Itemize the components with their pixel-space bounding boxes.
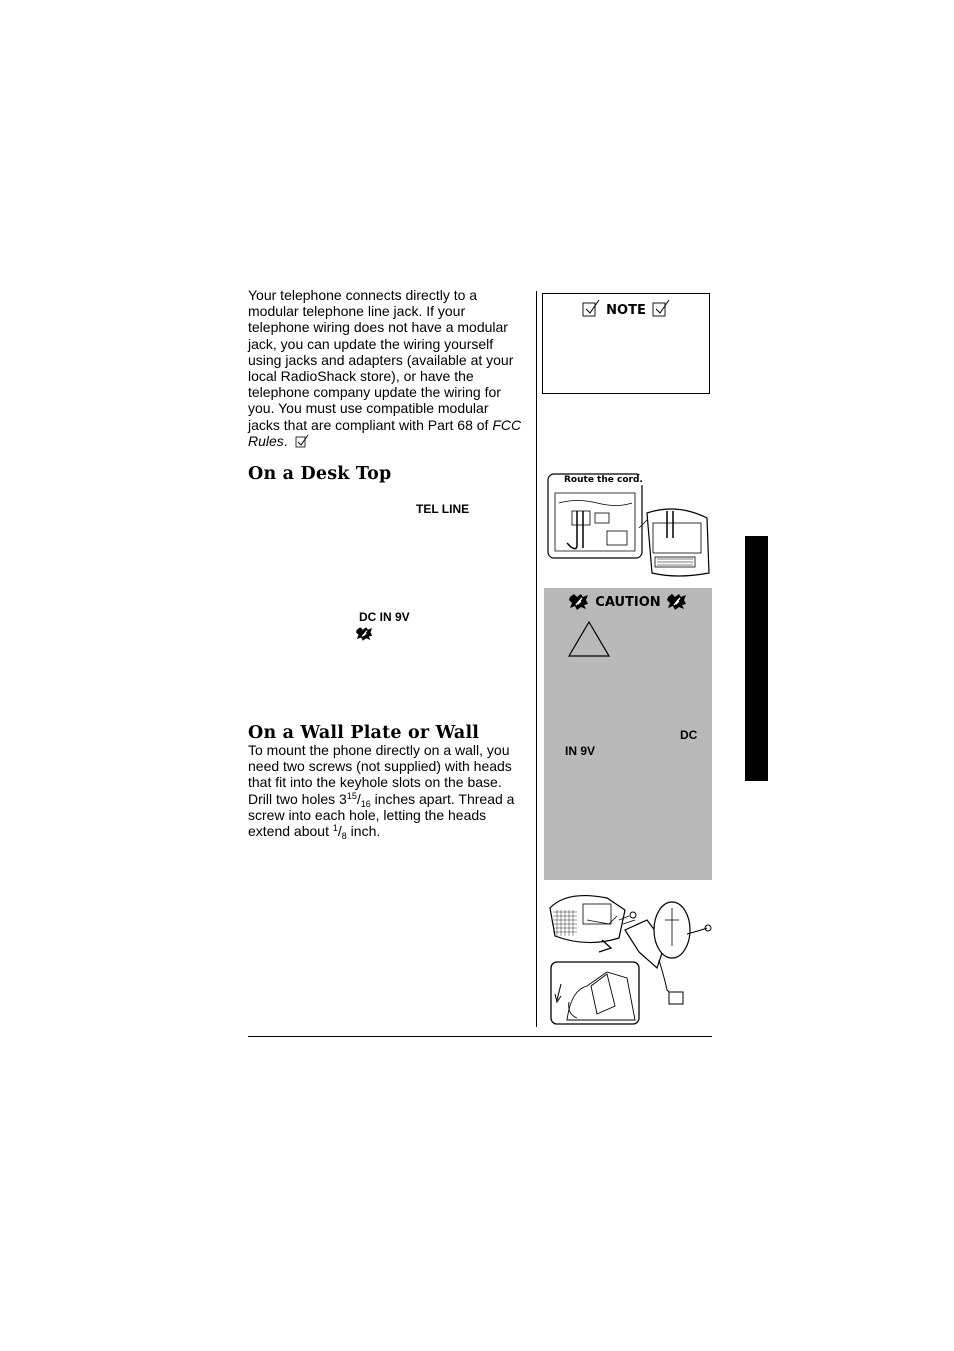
bottom-rule	[248, 1036, 712, 1037]
wall-mount-figure	[547, 890, 715, 1026]
caution-title	[544, 594, 712, 610]
drill-text: Drill two holes 3	[248, 790, 347, 807]
intro-line: Your telephone connects directly to a	[248, 287, 478, 303]
note-check-icon	[295, 434, 309, 451]
desk-cord-figure	[547, 473, 712, 579]
note-box	[542, 293, 710, 394]
intro-paragraph	[248, 287, 533, 451]
wall-line: need two screws (not supplied) with heads	[248, 758, 512, 775]
wall-paragraph	[248, 742, 533, 842]
column-divider	[536, 291, 537, 1027]
section-tab	[745, 536, 768, 781]
wall-line: screw into each hole, letting the heads	[248, 806, 487, 823]
intro-line: telephone company update the wiring for	[248, 384, 501, 401]
intro-line: modular telephone line jack. If your	[248, 303, 466, 320]
caution-in9v: IN 9V	[565, 744, 596, 758]
desk-top-heading: On a Desk Top	[248, 464, 392, 484]
wall-line	[248, 823, 533, 842]
drill-slash: /	[356, 790, 361, 807]
dc-in-label: DC IN 9V	[359, 610, 410, 624]
extend-slash: /	[337, 823, 342, 840]
extend-text: extend about	[248, 823, 333, 840]
note-title-text: NOTE	[606, 302, 646, 318]
rules-period: .	[283, 432, 288, 449]
note-check-icon	[652, 299, 670, 321]
intro-line: jack, you can update the wiring yourself	[248, 335, 494, 352]
extend-suffix: inch.	[346, 823, 381, 840]
intro-line	[248, 433, 533, 451]
caution-title-text: CAUTION	[595, 594, 661, 610]
intro-line	[248, 417, 533, 433]
figure-caption: Route the cord.	[564, 475, 643, 485]
caution-burst-icon	[667, 594, 687, 610]
caution-burst-icon	[356, 627, 373, 646]
wall-line: To mount the phone directly on a wall, you	[248, 742, 510, 758]
note-check-icon	[582, 299, 600, 321]
fcc-text: FCC	[492, 416, 522, 433]
tel-line-label: TEL LINE	[416, 502, 470, 516]
intro-line: local RadioShack store), or have the	[248, 368, 474, 385]
wall-line: that fit into the keyhole slots on the base.	[248, 774, 502, 791]
wall-line	[248, 791, 533, 807]
caution-dc: DC	[680, 728, 698, 742]
drill-suffix: inches apart. Thread a	[370, 790, 515, 807]
drill-sup: 15	[346, 790, 357, 801]
extend-sub: 8	[341, 831, 347, 842]
caution-box	[544, 588, 712, 880]
caution-burst-icon	[569, 594, 589, 610]
note-title	[543, 299, 709, 321]
wall-heading: On a Wall Plate or Wall	[248, 723, 480, 743]
intro-line: using jacks and adapters (available at your	[248, 351, 514, 368]
intro-line-text: jacks that are compliant with Part 68 of	[248, 416, 493, 433]
extend-sup: 1	[332, 823, 338, 834]
intro-line: you. You must use compatible modular	[248, 400, 489, 417]
intro-line: telephone wiring does not have a modular	[248, 319, 508, 336]
rules-text: Rules	[248, 432, 284, 449]
warning-triangle-icon	[567, 620, 611, 663]
drill-sub: 16	[360, 798, 371, 809]
